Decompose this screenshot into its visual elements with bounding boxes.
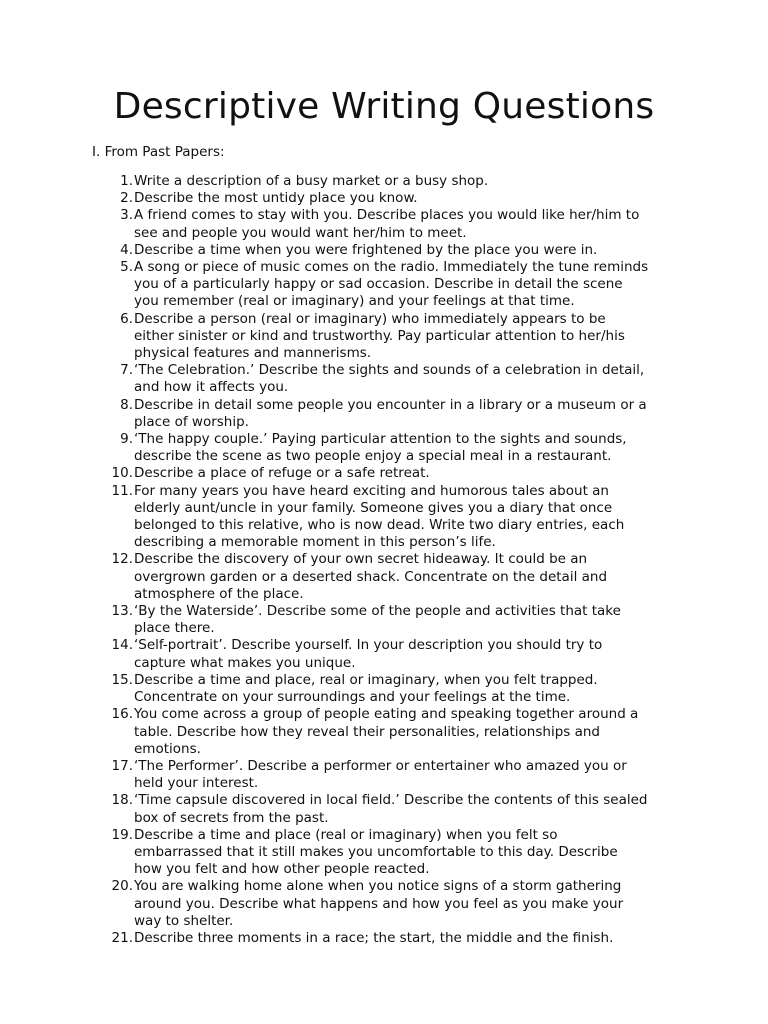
question-number: 19. [111,826,133,843]
question-item [0,242,768,259]
question-number: 13. [111,603,133,620]
question-number: 21. [111,929,133,946]
question-text: ‘The happy couple.’ Paying particular attention to the sights and sounds, describe the scene as two people enjoy a special meal in a restaurant. [134,431,627,465]
question-number: 9. [120,431,133,448]
question-item [0,465,768,482]
question-number: 4. [120,241,133,258]
question-item [0,706,768,758]
question-item [0,603,768,637]
question-text: Describe a person (real or imaginary) who immediately appears to be either sinister or kind and trustworthy. Pay particular attention to her/his physical features and mannerisms. [134,310,625,362]
question-number: 15. [111,671,133,688]
question-number: 12. [111,551,133,568]
question-number: 3. [120,207,133,224]
section-heading: I. From Past Papers: [92,144,225,160]
question-item [0,397,768,431]
question-text: ‘Time capsule discovered in local field.’ Describe the contents of this sealed box of secrets from the past. [134,792,648,826]
question-item [0,827,768,879]
question-text: You are walking home alone when you notice signs of a storm gathering around you. Describe what happens and how you feel as you make your way to shelter. [134,878,624,929]
question-number: 18. [111,792,133,809]
question-number: 11. [111,482,133,499]
question-item [0,362,768,396]
question-item [0,190,768,207]
question-text: Describe the discovery of your own secret hideaway. It could be an overgrown garden or a deserted shack. Concentrate on the detail and atmosphere of the place. [134,551,608,602]
question-text: Describe the most untidy place you know. [134,190,418,207]
question-text: ‘Self-portrait’. Describe yourself. In your description you should try to capture what makes you unique. [134,637,603,671]
question-number: 14. [111,637,133,654]
question-text: For many years you have heard exciting and humorous tales about an elderly aunt/uncle in your family. Someone gives you a diary that once belonged to this relative, who is now dead. Write two diary entries, each describing a memorable moment in this person’s life. [134,482,625,551]
question-item [0,431,768,465]
question-item [0,758,768,792]
question-text: A song or piece of music comes on the radio. Immediately the tune reminds you of a particularly happy or sad occasion. Describe in detail the scene you remember (real or imaginary) and your feelings at that time. [134,259,649,310]
question-item [0,483,768,552]
question-number: 1. [120,173,133,189]
question-number: 7. [120,362,133,379]
question-text: ‘The Celebration.’ Describe the sights and sounds of a celebration in detail, and how it affects you. [134,362,645,396]
question-text: ‘By the Waterside’. Describe some of the people and activities that take place there. [134,603,621,637]
question-number: 16. [111,706,133,723]
question-text: A friend comes to stay with you. Describe places you would like her/him to see and people you would want her/him to meet. [134,207,640,241]
question-item [0,311,768,363]
question-text: Describe in detail some people you encounter in a library or a museum or a place of worship. [134,396,647,430]
question-text: Describe a time and place, real or imaginary, when you felt trapped. Concentrate on your surroundings and your feelings at the time. [134,671,598,706]
question-item [0,551,768,603]
question-item [0,878,768,930]
question-number: 10. [111,465,133,482]
question-text: Describe a time and place (real or imaginary) when you felt so embarrassed that it still makes you uncomfortable to this day. Describe how you felt and how other people reacted. [134,826,618,878]
question-item [0,672,768,706]
question-text: Describe three moments in a race; the start, the middle and the finish. [134,929,614,946]
question-text: Describe a place of refuge or a safe retreat. [134,465,430,482]
question-item [0,930,768,947]
document-title: Descriptive Writing Questions [113,86,655,127]
question-text: ‘The Performer’. Describe a performer or entertainer who amazed you or held your interest. [134,757,627,792]
question-number: 2. [120,190,133,207]
question-number: 20. [111,878,133,895]
question-number: 6. [120,310,133,327]
question-text: Write a description of a busy market or a busy shop. [134,173,489,189]
question-number: 5. [120,259,133,276]
question-item [0,259,768,311]
question-item [0,207,768,241]
question-number: 8. [120,396,133,413]
question-item [0,637,768,671]
question-item [0,173,768,190]
question-number: 17. [111,757,133,774]
question-list [0,173,768,947]
question-text: You come across a group of people eating and speaking together around a table. Describe how they reveal their personalities, relationships and emotions. [134,706,639,757]
question-text: Describe a time when you were frightened by the place you were in. [134,241,598,258]
question-item [0,792,768,826]
